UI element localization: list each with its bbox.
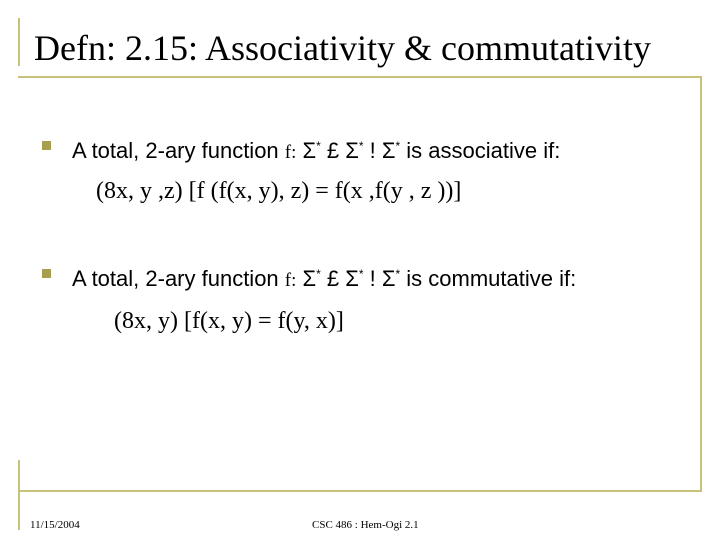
sigma-symbol: Σ [296, 266, 317, 291]
slide-title: Defn: 2.15: Associativity & commutativity [34, 28, 651, 68]
sigma-symbol: Σ [345, 138, 359, 163]
frame-right-rule [700, 78, 702, 492]
bullet-suffix: is associative if: [400, 138, 561, 163]
product-symbol: £ [320, 266, 346, 291]
bullet-marker-1 [42, 141, 51, 150]
bullet-marker-2 [42, 269, 51, 278]
frame-left-rule [18, 460, 20, 530]
bullet-text-commutative [72, 260, 576, 295]
arrow-symbol: ! [363, 266, 382, 291]
sigma-symbol: Σ [296, 138, 317, 163]
title-accent-bar [18, 18, 20, 66]
sigma-symbol: Σ [345, 266, 359, 291]
kleene-star: * [358, 267, 364, 281]
kleene-star: * [395, 267, 401, 281]
bullet-prefix: A total, 2-ary function [72, 138, 285, 163]
footer-course: CSC 486 : Hem-Ogi 2.1 [312, 519, 419, 531]
sigma-symbol: Σ [381, 266, 396, 291]
commutativity-formula: (8x, y) [f(x, y) = f(y, x)] [114, 308, 344, 334]
product-symbol: £ [320, 138, 346, 163]
kleene-star: * [395, 139, 401, 153]
bullet-prefix: A total, 2-ary function [72, 266, 285, 291]
function-name: f: [284, 270, 297, 291]
footer-date: 11/15/2004 [30, 519, 80, 531]
arrow-symbol: ! [363, 138, 382, 163]
kleene-star: * [316, 139, 321, 153]
title-underline [18, 76, 702, 78]
kleene-star: * [358, 139, 364, 153]
function-name: f: [284, 142, 297, 163]
sigma-symbol: Σ [381, 138, 396, 163]
associativity-formula: (8x, y ,z) [f (f(x, y), z) = f(x ,f(y , z ))] [96, 178, 462, 204]
bullet-text-associative [72, 132, 560, 167]
frame-bottom-rule [18, 490, 702, 492]
kleene-star: * [316, 267, 321, 281]
bullet-suffix: is commutative if: [400, 266, 577, 291]
